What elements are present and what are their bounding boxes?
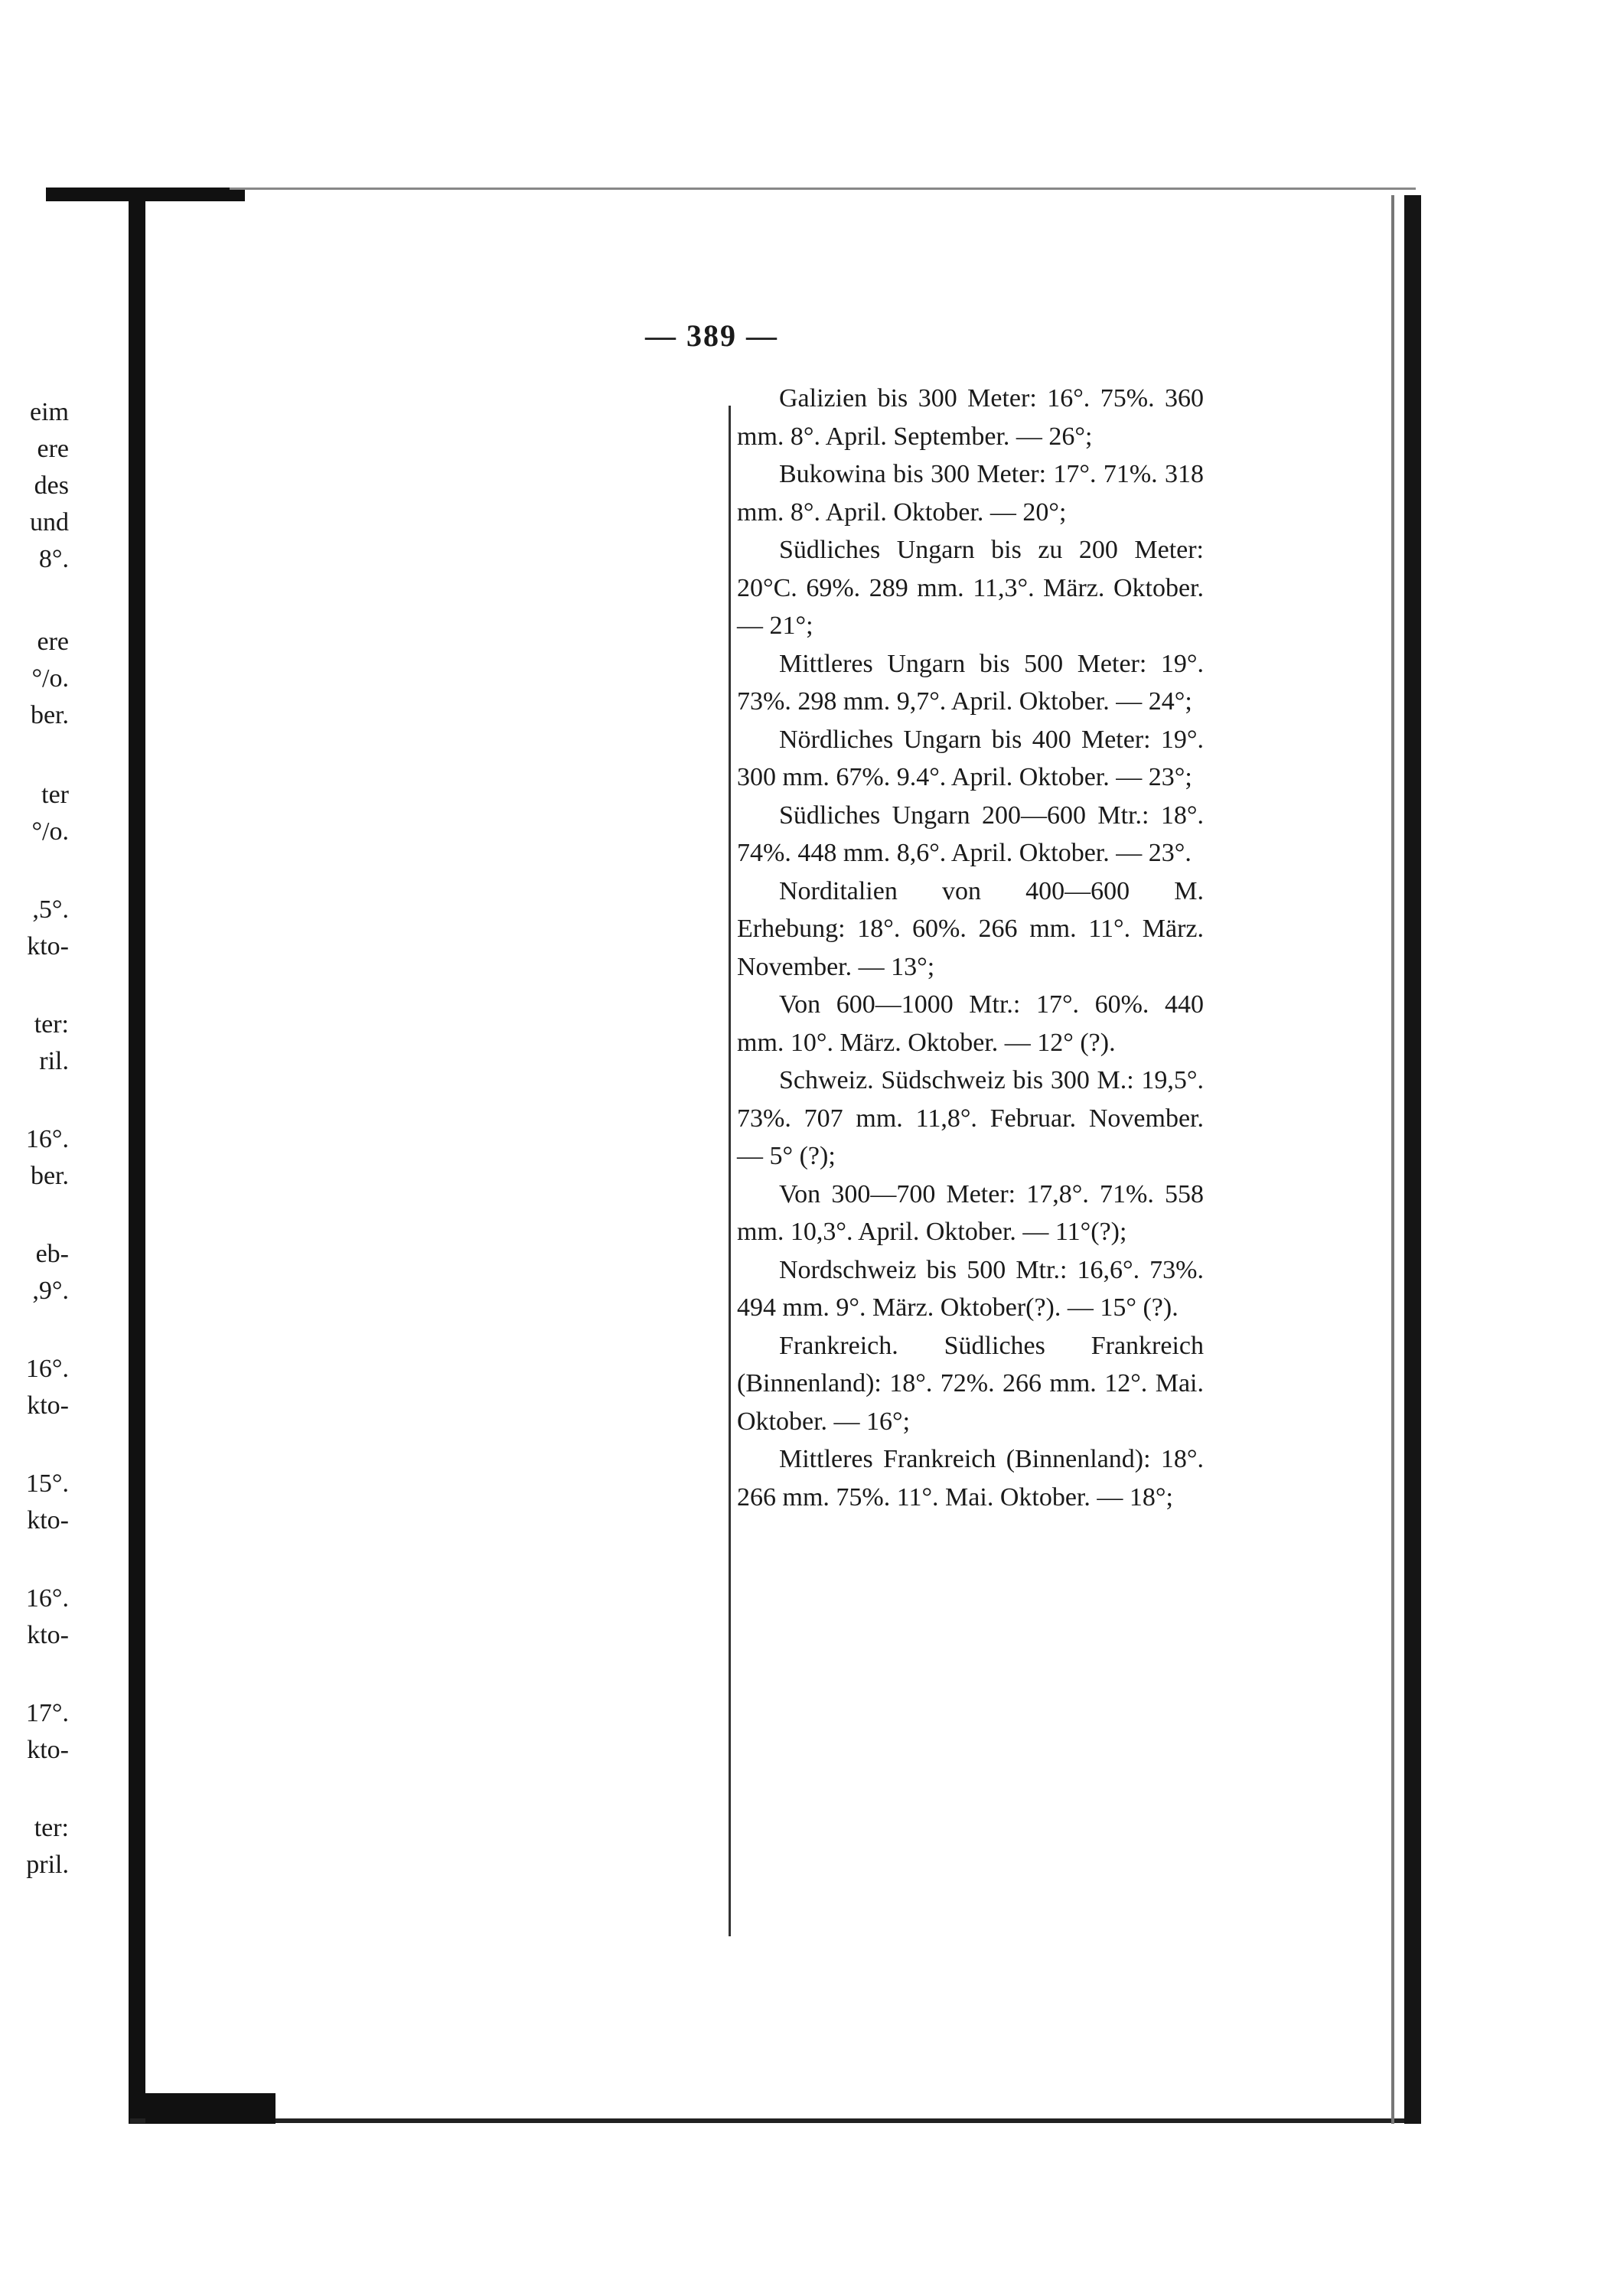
left-line: ter: <box>34 1814 69 1842</box>
left-line: ter: <box>34 1010 69 1039</box>
left-line: ,9°. <box>32 1277 69 1305</box>
left-line: kto- <box>27 1736 69 1764</box>
left-line: des <box>34 471 69 500</box>
left-line: 16°. <box>25 1355 69 1383</box>
entry-suedliches-frankreich: Frankreich. Südliches Frankreich (Binnenland): 18°. 72%. 266 mm. 12°. Mai. Oktober. — 16°; <box>737 1331 1204 1436</box>
page-number: — 389 — <box>645 318 778 353</box>
left-line: eim <box>30 398 69 426</box>
page-bottom-edge <box>130 2118 1416 2123</box>
entry-galizien: Galizien bis 300 Meter: 16°. 75%. 360 mm. 8°. April. September. — 26°; <box>737 384 1204 451</box>
text-column <box>737 380 1204 1516</box>
page-top-edge <box>230 188 1416 190</box>
margin-rule <box>729 406 731 1936</box>
left-line: °/o. <box>31 817 69 846</box>
book-spine <box>129 195 145 2124</box>
left-line: ber. <box>30 1162 69 1190</box>
left-line: °/o. <box>31 664 69 693</box>
left-line: eb- <box>35 1240 69 1268</box>
left-line: ber. <box>30 701 69 729</box>
left-line: ere <box>37 435 69 463</box>
left-line: kto- <box>27 1391 69 1420</box>
entry-norditalien: Norditalien von 400—600 M. Erhebung: 18°. 60%. 266 mm. 11°. März. November. — 13°; <box>737 876 1204 981</box>
left-line: 16°. <box>25 1125 69 1153</box>
left-line: ter <box>41 781 69 809</box>
binding-bottom-block <box>145 2093 275 2124</box>
entry-suedschweiz: Schweiz. Südschweiz bis 300 M.: 19,5°. 73%. 707 mm. 11,8°. Februar. November. — 5° (?); <box>737 1066 1204 1170</box>
page-right-edge-line <box>1391 195 1394 2124</box>
left-line: kto- <box>27 932 69 960</box>
entry-norditalien-600-1000: Von 600—1000 Mtr.: 17°. 60%. 440 mm. 10°. März. Oktober. — 12° (?). <box>737 990 1204 1057</box>
left-line: 8°. <box>38 545 69 573</box>
left-line: pril. <box>26 1851 69 1879</box>
left-line: 17°. <box>25 1699 69 1727</box>
left-line: ril. <box>39 1047 69 1075</box>
left-line: kto- <box>27 1621 69 1649</box>
entry-mittleres-frankreich: Mittleres Frankreich (Binnenland): 18°. 266 mm. 75%. 11°. Mai. Oktober. — 18°; <box>737 1445 1204 1512</box>
left-line: ,5°. <box>32 895 69 924</box>
entry-bukowina: Bukowina bis 300 Meter: 17°. 71%. 318 mm. 8°. April. Oktober. — 20°; <box>737 460 1204 527</box>
entry-schweiz-300-700: Von 300—700 Meter: 17,8°. 71%. 558 mm. 10,3°. April. Oktober. — 11°(?); <box>737 1179 1204 1246</box>
left-line: 16°. <box>25 1584 69 1613</box>
binding-top-bar <box>46 188 245 201</box>
left-line: ere <box>37 628 69 656</box>
entry-nordschweiz: Nordschweiz bis 500 Mtr.: 16,6°. 73%. 494 mm. 9°. März. Oktober(?). — 15° (?). <box>737 1255 1204 1322</box>
entry-noerdliches-ungarn: Nördliches Ungarn bis 400 Meter: 19°. 300 mm. 67%. 9.4°. April. Oktober. — 23°; <box>737 725 1204 791</box>
entry-mittleres-ungarn: Mittleres Ungarn bis 500 Meter: 19°. 73%. 298 mm. 9,7°. April. Oktober. — 24°; <box>737 649 1204 716</box>
entry-suedliches-ungarn: Südliches Ungarn bis zu 200 Meter: 20°C. 69%. 289 mm. 11,3°. März. Oktober. — 21°; <box>737 536 1204 640</box>
entry-suedliches-ungarn-200-600: Südliches Ungarn 200—600 Mtr.: 18°. 74%. 448 mm. 8,6°. April. Oktober. — 23°. <box>737 801 1204 867</box>
left-line: 15°. <box>25 1469 69 1498</box>
left-line: kto- <box>27 1506 69 1534</box>
page-right-edge <box>1404 195 1421 2124</box>
left-line: und <box>30 508 69 536</box>
